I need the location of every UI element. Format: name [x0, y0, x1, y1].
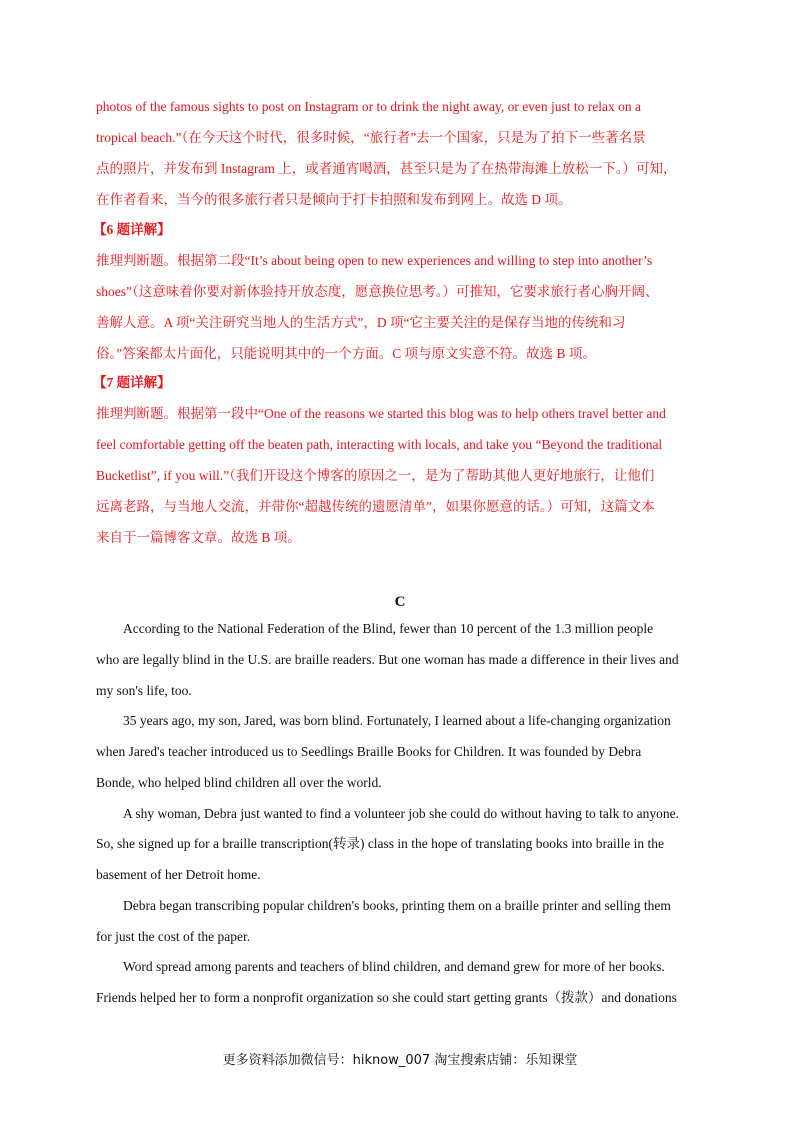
passage-line: Word spread among parents and teachers of blind children, and demand grew for more of her books. — [123, 959, 665, 974]
q5-explanation-line: photos of the famous sights to post on Instagram or to drink the night away, or even just to relax on a — [96, 99, 642, 114]
q7-explanation-line: Bucketlist”, if you will.”（我们开设这个博客的原因之一，是为了帮助其他人更好地旅行，让他们 — [96, 468, 655, 483]
passage-letter: C — [394, 594, 406, 610]
passage-line: So, she signed up for a braille transcription(转录) class in the hope of translating books into braille in the — [96, 836, 665, 851]
passage-line: my son's life, too. — [96, 683, 192, 698]
passage-line: Debra began transcribing popular children's books, printing them on a braille printer and selling them — [123, 898, 671, 913]
q7-explanation-line: 推理判断题。根据第一段中“One of the reasons we started this blog was to help others travel better and — [96, 406, 666, 421]
passage-line: Friends helped her to form a nonprofit organization so she could start getting grants（拨款）and donations — [96, 990, 677, 1005]
q7-heading: 【7 题详解】 — [93, 375, 171, 390]
q5-explanation-line: tropical beach.”（在今天这个时代，很多时候，“旅行者”去一个国家，只是为了拍下一些著名景 — [96, 130, 646, 145]
passage-line: when Jared's teacher introduced us to Seedlings Braille Books for Children. It was founded by Debra — [96, 744, 642, 759]
q7-explanation-line: 来自于一篇博客文章。故选 B 项。 — [96, 530, 301, 545]
q6-explanation-line: 俗。”答案都太片面化，只能说明其中的一个方面。C 项与原文实意不符。故选 B 项。 — [96, 346, 596, 361]
passage-line: 35 years ago, my son, Jared, was born blind. Fortunately, I learned about a life-changing organization — [123, 713, 671, 728]
q5-explanation-line: 点的照片，并发布到 Instagram 上，或者通宵喝酒，甚至只是为了在热带海滩上放松一下。）可知， — [96, 161, 677, 176]
q6-explanation-line: shoes”（这意味着你要对新体验持开放态度，愿意换位思考。）可推知，它要求旅行者心胸开阔、 — [96, 284, 659, 299]
passage-line: Bonde, who helped blind children all over the world. — [96, 775, 382, 790]
q7-explanation-line: feel comfortable getting off the beaten path, interacting with locals, and take you “Beyond the traditional — [96, 437, 663, 452]
passage-line: who are legally blind in the U.S. are braille readers. But one woman has made a difference in their lives and — [96, 652, 679, 667]
q7-explanation-line: 远离老路，与当地人交流，并带你“超越传统的遗愿清单”，如果你愿意的话。）可知，这篇文本 — [96, 499, 655, 514]
q6-explanation-line: 善解人意。A 项“关注研究当地人的生活方式”，D 项“它主要关注的是保存当地的传统和习 — [96, 315, 626, 330]
q6-heading: 【6 题详解】 — [93, 222, 171, 237]
passage-line: for just the cost of the paper. — [96, 929, 251, 944]
passage-line: A shy woman, Debra just wanted to find a volunteer job she could do without having to talk to anyone. — [123, 806, 680, 821]
passage-line: basement of her Detroit home. — [96, 867, 261, 882]
passage-line: According to the National Federation of the Blind, fewer than 10 percent of the 1.3 million people — [123, 621, 654, 636]
q6-explanation-line: 推理判断题。根据第二段“It’s about being open to new experiences and willing to step into another’s — [96, 253, 653, 268]
q5-explanation-line: 在作者看来，当今的很多旅行者只是倾向于打卡拍照和发布到网上。故选 D 项。 — [96, 192, 572, 207]
page-footer: 更多资料添加微信号：hiknow_007 淘宝搜索店铺：乐知课堂 — [222, 1053, 578, 1068]
